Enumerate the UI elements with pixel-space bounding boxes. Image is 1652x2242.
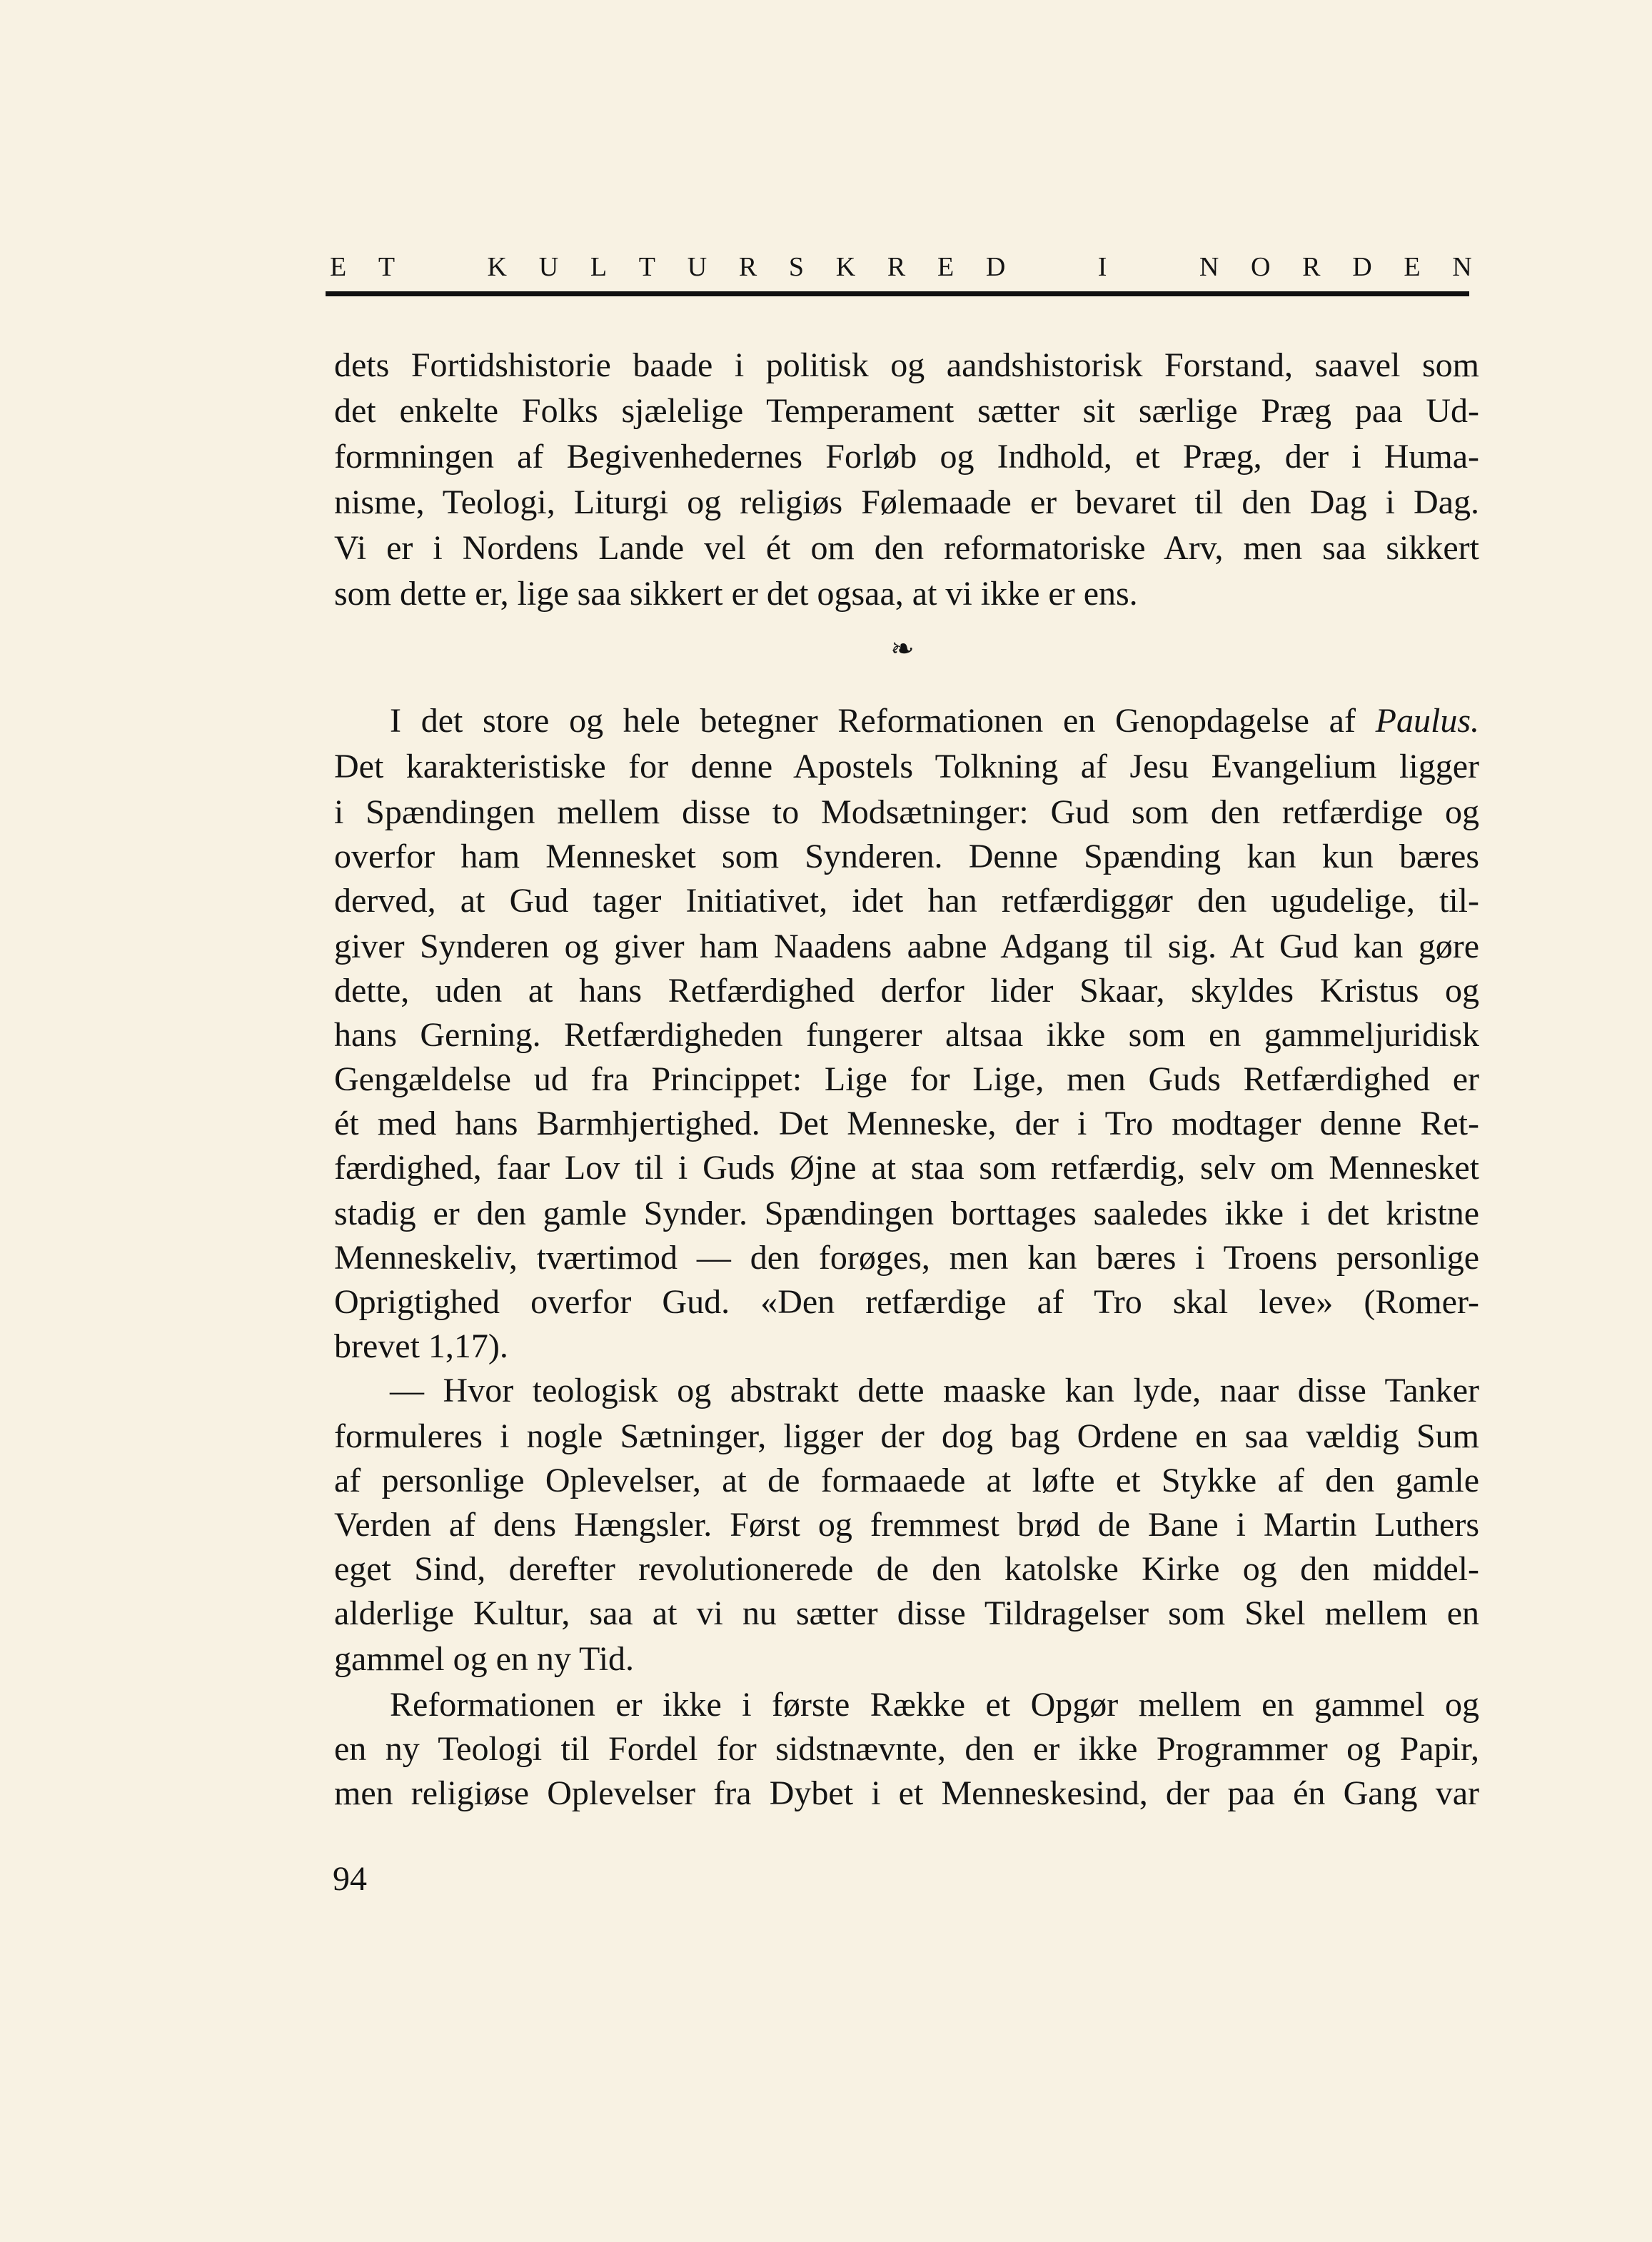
text-line: formningen af Begivenhedernes Forløb og Indhold, et Præg, der i Huma- <box>334 438 1479 476</box>
running-head-letter: N <box>1199 252 1219 282</box>
text-line: Verden af dens Hængsler. Først og fremmest brød de Bane i Martin Luthers <box>334 1506 1479 1544</box>
text-line: men religiøse Oplevelser fra Dybet i et Menneskesind, der paa én Gang var <box>334 1774 1479 1812</box>
text-line: eget Sind, derefter revolutionerede de den katolske Kirke og den middel- <box>334 1550 1479 1588</box>
text-line: — Hvor teologisk og abstrakt dette maaske kan lyde, naar disse Tanker <box>390 1372 1479 1409</box>
running-head-letter: R <box>1302 252 1321 282</box>
italic-name: Paulus. <box>1375 702 1479 740</box>
running-head-letter: T <box>378 252 396 282</box>
page-number: 94 <box>333 1860 367 1898</box>
text-line: formuleres i nogle Sætninger, ligger der dog bag Ordene en saa vældig Sum <box>334 1417 1479 1455</box>
text-line: det enkelte Folks sjælelige Temperament sætter sit særlige Præg paa Ud- <box>334 392 1479 430</box>
section-ornament: ❧ <box>890 633 915 665</box>
running-head-letter: R <box>887 252 906 282</box>
text-line: Oprigtighed overfor Gud. «Den retfærdige af Tro skal leve» (Romer- <box>334 1283 1479 1321</box>
text-line: i Spændingen mellem disse to Modsætninger: Gud som den retfærdige og <box>334 793 1479 831</box>
running-head-letter: E <box>330 252 347 282</box>
text-line: brevet 1,17). <box>334 1327 508 1365</box>
running-head-letter: R <box>738 252 757 282</box>
text-line: derved, at Gud tager Initiativet, idet han retfærdiggør den ugudelige, til- <box>334 882 1479 920</box>
running-head-letter: E <box>937 252 955 282</box>
text-line: overfor ham Mennesket som Synderen. Denne Spænding kan kun bæres <box>334 838 1479 875</box>
header-rule <box>326 291 1469 296</box>
text-line: som dette er, lige saa sikkert er det ogsaa, at vi ikke er ens. <box>334 575 1138 613</box>
text-line: Vi er i Nordens Lande vel ét om den reformatoriske Arv, men saa sikkert <box>334 529 1479 567</box>
running-head-letter: K <box>835 252 856 282</box>
text-line: stadig er den gamle Synder. Spændingen borttages saaledes ikke i det kristne <box>334 1195 1479 1232</box>
text-line <box>390 698 1479 744</box>
running-head-letter: N <box>1452 252 1472 282</box>
running-head-letter: O <box>1250 252 1271 282</box>
text-line: gammel og en ny Tid. <box>334 1640 635 1678</box>
text-line: ét med hans Barmhjertighed. Det Menneske, der i Tro modtager denne Ret- <box>334 1105 1479 1142</box>
text-line: dette, uden at hans Retfærdighed derfor lider Skaar, skyldes Kristus og <box>334 972 1479 1010</box>
running-head-letter: U <box>538 252 559 282</box>
text-line: Gengældelse ud fra Princippet: Lige for Lige, men Guds Retfærdighed er <box>334 1060 1479 1098</box>
text-line: Menneskeliv, tværtimod — den forøges, men kan bæres i Troens personlige <box>334 1239 1479 1277</box>
text-line: hans Gerning. Retfærdigheden fungerer altsaa ikke som en gammeljuridisk <box>334 1016 1479 1054</box>
running-head-letter: I <box>1097 252 1107 282</box>
running-head-letter: L <box>590 252 608 282</box>
text-line: Det karakteristiske for denne Apostels Tolkning af Jesu Evangelium ligger <box>334 748 1479 785</box>
text-line: alderlige Kultur, saa at vi nu sætter disse Tildragelser som Skel mellem en <box>334 1594 1479 1632</box>
text-line: Reformationen er ikke i første Række et Opgør mellem en gammel og <box>390 1686 1479 1724</box>
text-line: giver Synderen og giver ham Naadens aabne Adgang til sig. At Gud kan gøre <box>334 928 1479 965</box>
text-run: I det store og hele betegner Reformationen en Genopdagelse af <box>390 702 1376 740</box>
running-head-letter: D <box>985 252 1006 282</box>
running-head-letter: E <box>1404 252 1421 282</box>
running-head-letter: U <box>687 252 707 282</box>
text-line: af personlige Oplevelser, at de formaaede at løfte et Stykke af den gamle <box>334 1462 1479 1499</box>
running-head-letter: T <box>638 252 655 282</box>
running-head-letter: S <box>788 252 805 282</box>
text-line: dets Fortidshistorie baade i politisk og aandshistorisk Forstand, saavel som <box>334 346 1479 384</box>
running-head-letter: K <box>487 252 507 282</box>
text-line: færdighed, faar Lov til i Guds Øjne at staa som retfærdig, selv om Mennesket <box>334 1149 1479 1187</box>
text-line: en ny Teologi til Fordel for sidstnævnte, den er ikke Programmer og Papir, <box>334 1730 1479 1768</box>
running-head <box>330 247 1472 287</box>
running-head-letter: D <box>1352 252 1372 282</box>
text-line: nisme, Teologi, Liturgi og religiøs Følemaade er bevaret til den Dag i Dag. <box>334 483 1479 521</box>
